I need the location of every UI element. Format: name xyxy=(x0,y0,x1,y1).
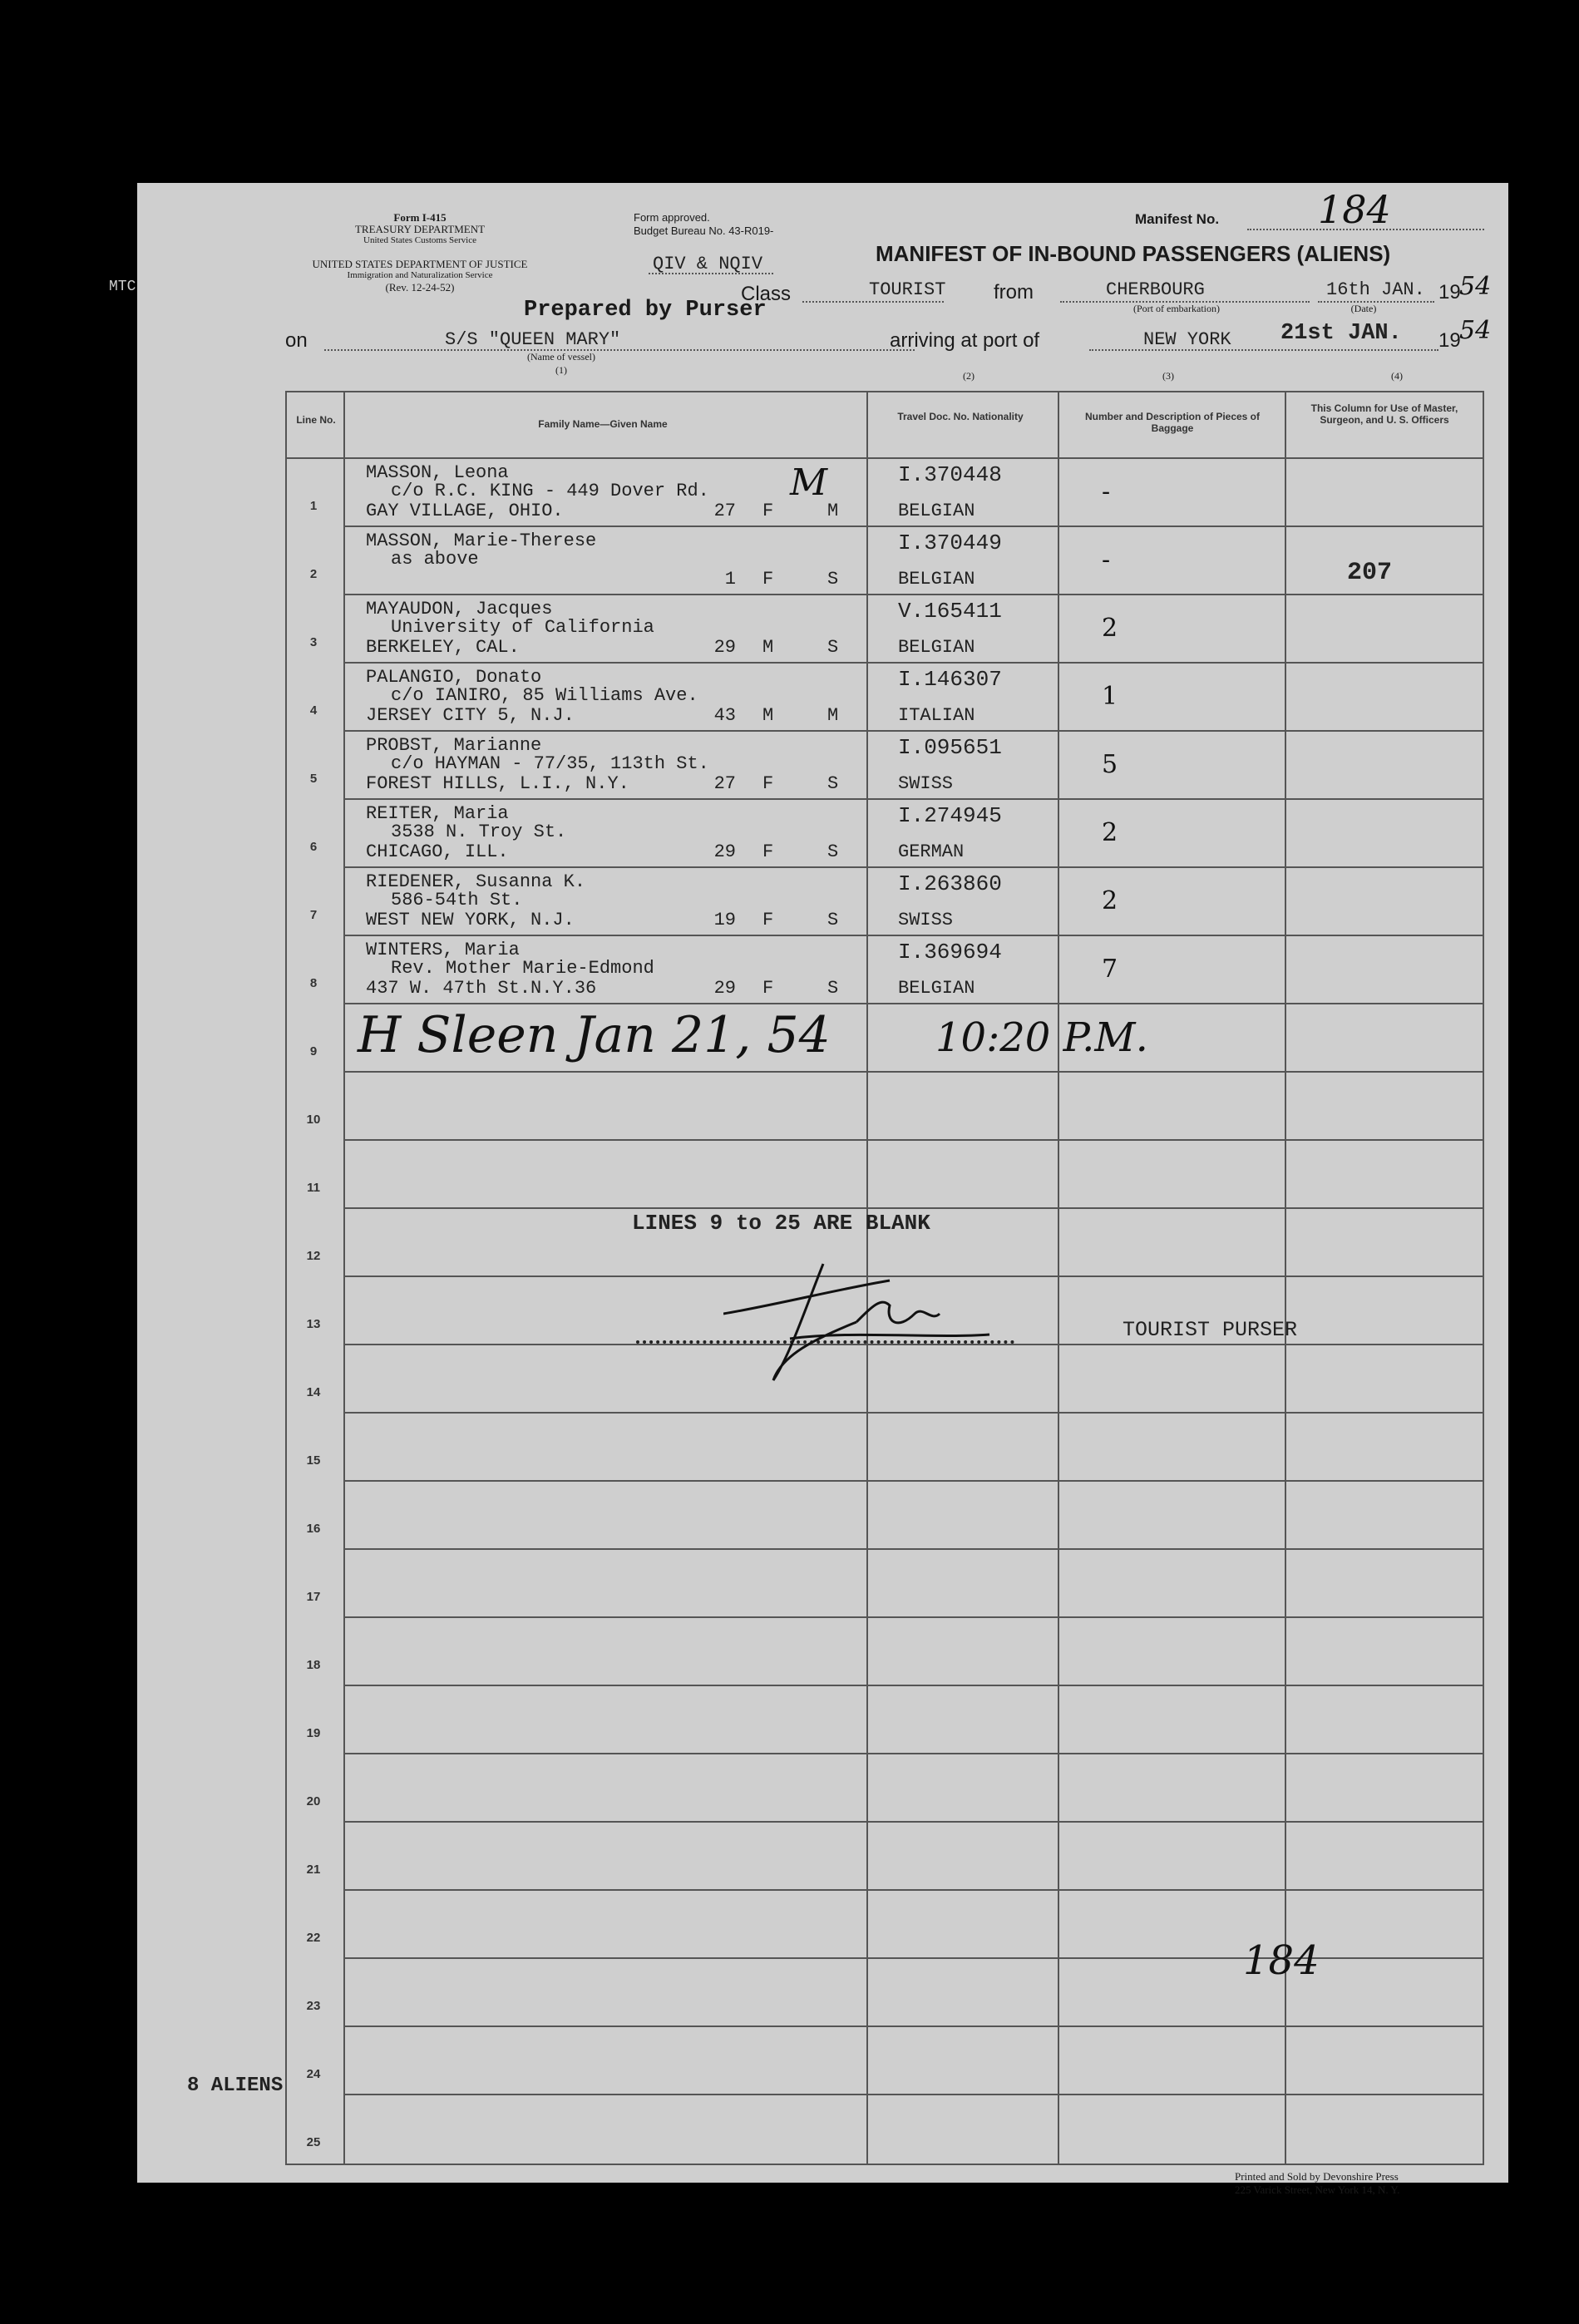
passenger-age: 29 xyxy=(713,978,736,999)
row-divider xyxy=(343,1412,1483,1414)
travel-doc-number: I.274945 xyxy=(898,803,1002,828)
vessel-name: S/S "QUEEN MARY" xyxy=(445,329,621,350)
date-label: (Date) xyxy=(1350,303,1377,314)
class-line xyxy=(802,301,944,303)
class-label: Class xyxy=(741,283,792,305)
revision: (Rev. 12-24-52) xyxy=(385,281,455,294)
passenger-status: S xyxy=(827,569,839,590)
departure-date: 16th JAN. xyxy=(1326,279,1425,300)
budget-bureau: Budget Bureau No. 43-R019- xyxy=(634,225,774,237)
passenger-age: 1 xyxy=(724,569,736,590)
row-divider xyxy=(343,1685,1483,1686)
line-number: 11 xyxy=(307,1181,320,1195)
arrival-date: 21st JAN. xyxy=(1280,321,1402,346)
manifest-no-label: Manifest No. xyxy=(1135,211,1220,227)
passenger-address-2: BERKELEY, CAL. xyxy=(366,637,520,658)
printer-line-1: Printed and Sold by Devonshire Press xyxy=(1235,2170,1399,2183)
treasury-dept: TREASURY DEPARTMENT xyxy=(354,223,486,235)
passenger-name: WINTERS, Maria xyxy=(366,940,520,960)
class-code: QIV & NQIV xyxy=(653,254,763,274)
nationality: SWISS xyxy=(898,773,954,794)
baggage-count: - xyxy=(1102,545,1111,575)
travel-doc-number: I.095651 xyxy=(898,735,1002,760)
arrival-port-line xyxy=(1089,349,1438,351)
col-header-baggage: Number and Description of Pieces of Baggage xyxy=(1084,411,1261,434)
passenger-status: S xyxy=(827,773,839,794)
purser-label: TOURIST PURSER xyxy=(1123,1318,1298,1342)
col1-num: (1) xyxy=(555,364,567,376)
col-header-line-no: Line No. xyxy=(296,414,336,426)
passenger-address-1: University of California xyxy=(391,617,654,638)
class-value: TOURIST xyxy=(869,279,946,300)
line-number: 22 xyxy=(306,1931,321,1945)
row-divider xyxy=(343,1616,1483,1618)
row-divider xyxy=(343,1071,1483,1073)
officer-note: 207 xyxy=(1347,559,1393,587)
baggage-count: 2 xyxy=(1102,818,1118,847)
baggage-count: 2 xyxy=(1102,886,1118,915)
passenger-name: RIEDENER, Susanna K. xyxy=(366,871,586,892)
line-number: 23 xyxy=(306,1999,321,2013)
row-divider xyxy=(343,935,1483,936)
passenger-address-2: FOREST HILLS, L.I., N.Y. xyxy=(366,773,629,794)
baggage-count: 7 xyxy=(1102,955,1118,984)
col4-num: (4) xyxy=(1391,370,1403,382)
nationality: ITALIAN xyxy=(898,705,975,726)
port-embark-label: (Port of embarkation) xyxy=(1133,303,1220,314)
arrival-port: NEW YORK xyxy=(1143,329,1231,350)
travel-doc-number: I.263860 xyxy=(898,871,1002,896)
passenger-sex: M xyxy=(762,637,774,658)
line-number: 1 xyxy=(309,499,318,513)
row-divider xyxy=(343,1889,1483,1891)
line-number: 9 xyxy=(309,1044,318,1058)
line-number: 13 xyxy=(306,1317,321,1331)
travel-doc-number: I.370449 xyxy=(898,530,1002,555)
passenger-address-2: GAY VILLAGE, OHIO. xyxy=(366,501,564,521)
row-divider xyxy=(343,1003,1483,1004)
passenger-age: 29 xyxy=(713,841,736,862)
passenger-name: MAYAUDON, Jacques xyxy=(366,599,553,619)
passenger-status: M xyxy=(827,501,839,521)
handwritten-mark: M xyxy=(790,461,828,504)
row-divider xyxy=(343,1207,1483,1209)
manifest-sheet xyxy=(109,183,1508,2196)
passenger-age: 29 xyxy=(713,637,736,658)
ins-service: Immigration and Naturalization Service xyxy=(347,270,493,280)
passenger-status: S xyxy=(827,637,839,658)
passenger-address-1: as above xyxy=(391,549,479,570)
row-divider xyxy=(343,662,1483,664)
travel-doc-number: I.369694 xyxy=(898,940,1002,965)
col-header-name: Family Name—Given Name xyxy=(538,418,668,430)
col-header-officers: This Column for Use of Master, Surgeon, and U. S. Officers xyxy=(1310,402,1458,426)
line-number: 21 xyxy=(306,1863,321,1877)
manifest-title: MANIFEST OF IN-BOUND PASSENGERS (ALIENS) xyxy=(876,241,1391,266)
travel-doc-number: V.165411 xyxy=(898,599,1002,624)
baggage-count: 1 xyxy=(1102,682,1118,711)
header-divider xyxy=(285,457,1483,459)
row-divider xyxy=(343,2094,1483,2095)
travel-doc-number: I.146307 xyxy=(898,667,1002,692)
passenger-sex: F xyxy=(762,501,774,521)
nationality: GERMAN xyxy=(898,841,965,862)
form-id: Form I-415 xyxy=(393,211,447,224)
line-number: 14 xyxy=(306,1385,321,1399)
on-label: on xyxy=(285,329,308,352)
arrival-year: 54 xyxy=(1459,316,1492,345)
line-number: 8 xyxy=(309,976,318,990)
passenger-sex: F xyxy=(762,773,774,794)
passenger-name: MASSON, Marie-Therese xyxy=(366,530,597,551)
passenger-address-1: 586-54th St. xyxy=(391,890,523,910)
vessel-label: (Name of vessel) xyxy=(527,351,595,363)
line-number: 10 xyxy=(306,1113,321,1127)
row-divider xyxy=(343,730,1483,732)
row-divider xyxy=(343,594,1483,595)
purser-signature xyxy=(723,1256,998,1389)
line-number: 6 xyxy=(309,840,318,854)
justice-dept: UNITED STATES DEPARTMENT OF JUSTICE xyxy=(312,258,528,270)
manifest-number: 184 xyxy=(1318,187,1391,232)
line-number: 17 xyxy=(306,1590,321,1604)
passenger-name: PALANGIO, Donato xyxy=(366,667,542,688)
col-divider xyxy=(343,391,345,2164)
departure-year: 54 xyxy=(1459,272,1492,301)
baggage-count: 5 xyxy=(1102,750,1118,779)
passenger-address-1: 3538 N. Troy St. xyxy=(391,822,567,842)
col-header-travel-doc: Travel Doc. No. Nationality xyxy=(897,411,1024,422)
passenger-age: 43 xyxy=(713,705,736,726)
passenger-address-2: JERSEY CITY 5, N.J. xyxy=(366,705,575,726)
customs-service: United States Customs Service xyxy=(363,235,476,245)
passenger-address-1: c/o IANIRO, 85 Williams Ave. xyxy=(391,685,698,706)
row-divider xyxy=(343,866,1483,868)
passenger-status: M xyxy=(827,705,839,726)
arriving-label: arriving at port of xyxy=(890,329,1040,352)
from-label: from xyxy=(994,281,1034,303)
nationality: SWISS xyxy=(898,910,954,930)
handwritten-time: 10:20 P.M. xyxy=(935,1014,1148,1061)
handwritten-signoff: H Sleen Jan 21, 54 xyxy=(358,1006,831,1064)
year-prefix: 19 xyxy=(1438,281,1461,303)
row-divider xyxy=(343,1821,1483,1823)
line-number: 3 xyxy=(309,635,318,649)
passenger-address-1: c/o HAYMAN - 77/35, 113th St. xyxy=(391,753,709,774)
prepared-by: Prepared by Purser xyxy=(524,298,767,323)
passenger-sex: F xyxy=(762,910,774,930)
passenger-address-2: WEST NEW YORK, N.J. xyxy=(366,910,575,930)
passenger-sex: M xyxy=(762,705,774,726)
nationality: BELGIAN xyxy=(898,569,975,590)
passenger-age: 27 xyxy=(713,501,736,521)
line-number: 24 xyxy=(306,2067,321,2081)
form-approved: Form approved. xyxy=(634,211,710,224)
margin-note: MTC xyxy=(109,279,136,295)
passenger-name: PROBST, Marianne xyxy=(366,735,542,756)
col3-num: (3) xyxy=(1162,370,1174,382)
passenger-address-2: 437 W. 47th St.N.Y.36 xyxy=(366,978,597,999)
row-divider xyxy=(343,1139,1483,1141)
col-divider xyxy=(1058,391,1059,2164)
from-value: CHERBOURG xyxy=(1106,279,1205,300)
passenger-address-1: Rev. Mother Marie-Edmond xyxy=(391,958,654,979)
aliens-count: 8 ALIENS xyxy=(187,2075,284,2097)
row-divider xyxy=(343,1548,1483,1550)
passenger-status: S xyxy=(827,841,839,862)
baggage-count: 2 xyxy=(1102,614,1118,643)
passenger-age: 19 xyxy=(713,910,736,930)
nationality: BELGIAN xyxy=(898,501,975,521)
line-number: 12 xyxy=(306,1249,321,1263)
row-divider xyxy=(343,2025,1483,2027)
passenger-sex: F xyxy=(762,978,774,999)
passenger-sex: F xyxy=(762,841,774,862)
passenger-address-2: CHICAGO, ILL. xyxy=(366,841,509,862)
line-number: 20 xyxy=(306,1794,321,1808)
baggage-count: - xyxy=(1102,477,1111,506)
line-number: 7 xyxy=(309,908,318,922)
nationality: BELGIAN xyxy=(898,978,975,999)
line-number: 16 xyxy=(306,1522,321,1536)
line-number: 4 xyxy=(309,703,318,718)
row-divider xyxy=(343,798,1483,800)
printer-line-2: 225 Varick Street, New York 14, N. Y. xyxy=(1235,2183,1400,2196)
row-divider xyxy=(343,1753,1483,1754)
blank-lines-note: LINES 9 to 25 ARE BLANK xyxy=(632,1211,930,1236)
passenger-name: REITER, Maria xyxy=(366,803,509,824)
col-divider xyxy=(1285,391,1286,2164)
line-number: 25 xyxy=(306,2135,321,2149)
line-number: 2 xyxy=(309,567,318,581)
nationality: BELGIAN xyxy=(898,637,975,658)
class-code-line xyxy=(649,273,773,274)
passenger-status: S xyxy=(827,910,839,930)
line-number: 19 xyxy=(306,1726,321,1740)
travel-doc-number: I.370448 xyxy=(898,462,1002,487)
line-number: 18 xyxy=(306,1658,321,1672)
passenger-address-1: c/o R.C. KING - 449 Dover Rd. xyxy=(391,481,709,501)
col2-num: (2) xyxy=(963,370,975,382)
line-number: 15 xyxy=(306,1453,321,1468)
passenger-age: 27 xyxy=(713,773,736,794)
passenger-status: S xyxy=(827,978,839,999)
handwritten-184: 184 xyxy=(1243,1937,1320,1984)
row-divider xyxy=(343,525,1483,527)
row-divider xyxy=(343,1480,1483,1482)
year-prefix-2: 19 xyxy=(1438,329,1461,352)
passenger-name: MASSON, Leona xyxy=(366,462,509,483)
line-number: 5 xyxy=(309,772,318,786)
passenger-sex: F xyxy=(762,569,774,590)
